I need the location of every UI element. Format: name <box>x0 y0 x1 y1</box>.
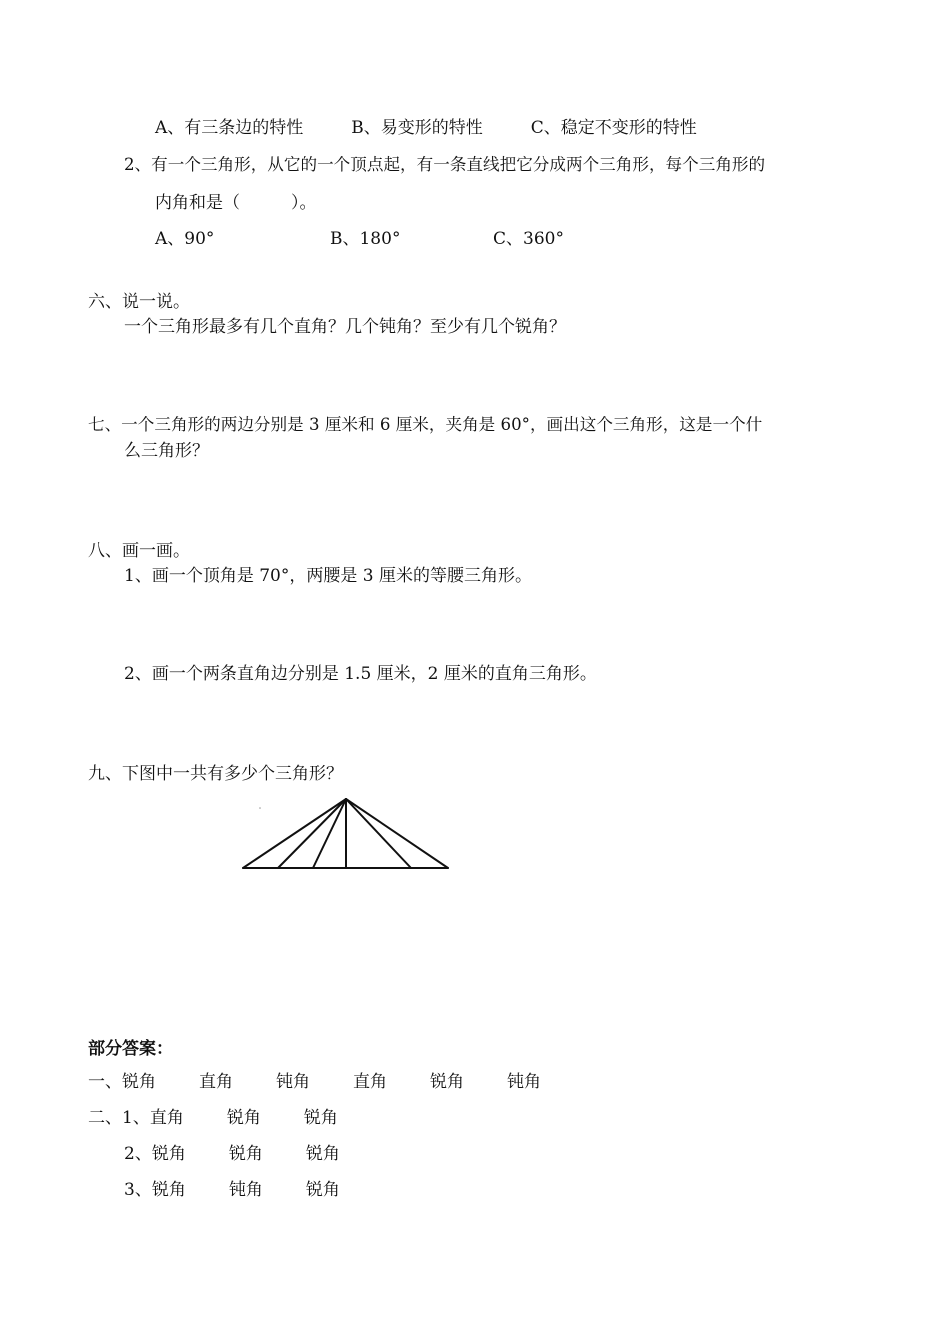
answer-cell: 直角 <box>149 1108 184 1128</box>
q7-line1: 七、一个三角形的两边分别是 3 厘米和 6 厘米，夹角是 60°，画出这个三角形，这是一个什 <box>88 415 763 434</box>
answer-cell: 直角 <box>199 1072 233 1092</box>
answer-cell: 锐角 <box>305 1180 340 1200</box>
q5-q2-options <box>155 228 564 250</box>
diagram-top-dot <box>259 807 261 809</box>
answers-row-2-label: 二、1、 <box>88 1108 150 1128</box>
q9-title: 九、下图中一共有多少个三角形？ <box>88 764 343 784</box>
answer-cell: 钝角 <box>507 1072 541 1092</box>
answer-cell: 钝角 <box>276 1072 310 1092</box>
diagram-inner-line-1 <box>278 799 346 868</box>
answer-cell: 锐角 <box>122 1072 156 1092</box>
answers-row-1-label: 一、 <box>88 1072 122 1092</box>
answers-row-4 <box>124 1179 340 1201</box>
diagram-inner-line-4 <box>346 799 411 868</box>
answers-title: 部分答案： <box>88 1039 173 1059</box>
answer-cell: 锐角 <box>305 1144 340 1164</box>
q5-q2-option-c: C、360° <box>493 229 564 249</box>
q5-q2-line1: 2、有一个三角形，从它的一个顶点起，有一条直线把它分成两个三角形，每个三角形的 <box>124 155 766 174</box>
answer-cell: 锐角 <box>430 1072 464 1092</box>
triangle-fan-diagram <box>238 796 453 874</box>
answer-cell: 锐角 <box>151 1180 186 1200</box>
q5-q2-option-a: A、90° <box>155 229 215 249</box>
q8-item2: 2、画一个两条直角边分别是 1.5 厘米，2 厘米的直角三角形。 <box>124 664 597 684</box>
q6-text: 一个三角形最多有几个直角？几个钝角？至少有几个锐角？ <box>124 317 566 337</box>
answers-row-2 <box>88 1107 338 1129</box>
answers-row-4-label: 3、 <box>124 1180 152 1200</box>
answer-cell: 锐角 <box>303 1108 338 1128</box>
answer-cell: 锐角 <box>151 1144 186 1164</box>
answer-cell: 锐角 <box>226 1108 261 1128</box>
answer-cell: 锐角 <box>228 1144 263 1164</box>
q8-item1: 1、画一个顶角是 70°，两腰是 3 厘米的等腰三角形。 <box>124 566 532 586</box>
answers-row-1 <box>88 1071 541 1093</box>
q7-line2: 么三角形？ <box>124 441 209 461</box>
q5-q1-option-b: B、易变形的特性 <box>351 118 483 138</box>
q5-q1-options <box>155 117 697 139</box>
q5-q1-option-c: C、稳定不变形的特性 <box>530 118 697 138</box>
q5-q1-option-a: A、有三条边的特性 <box>155 118 304 138</box>
q5-q2-line2: 内角和是（ ）。 <box>155 193 317 213</box>
answer-cell: 直角 <box>353 1072 387 1092</box>
answers-row-3 <box>124 1143 340 1165</box>
answers-row-3-label: 2、 <box>124 1144 152 1164</box>
q8-title: 八、画一画。 <box>88 541 190 561</box>
q6-title: 六、说一说。 <box>88 292 190 312</box>
answer-cell: 钝角 <box>228 1180 263 1200</box>
diagram-right-side <box>346 799 448 868</box>
q5-q2-option-b: B、180° <box>330 229 401 249</box>
